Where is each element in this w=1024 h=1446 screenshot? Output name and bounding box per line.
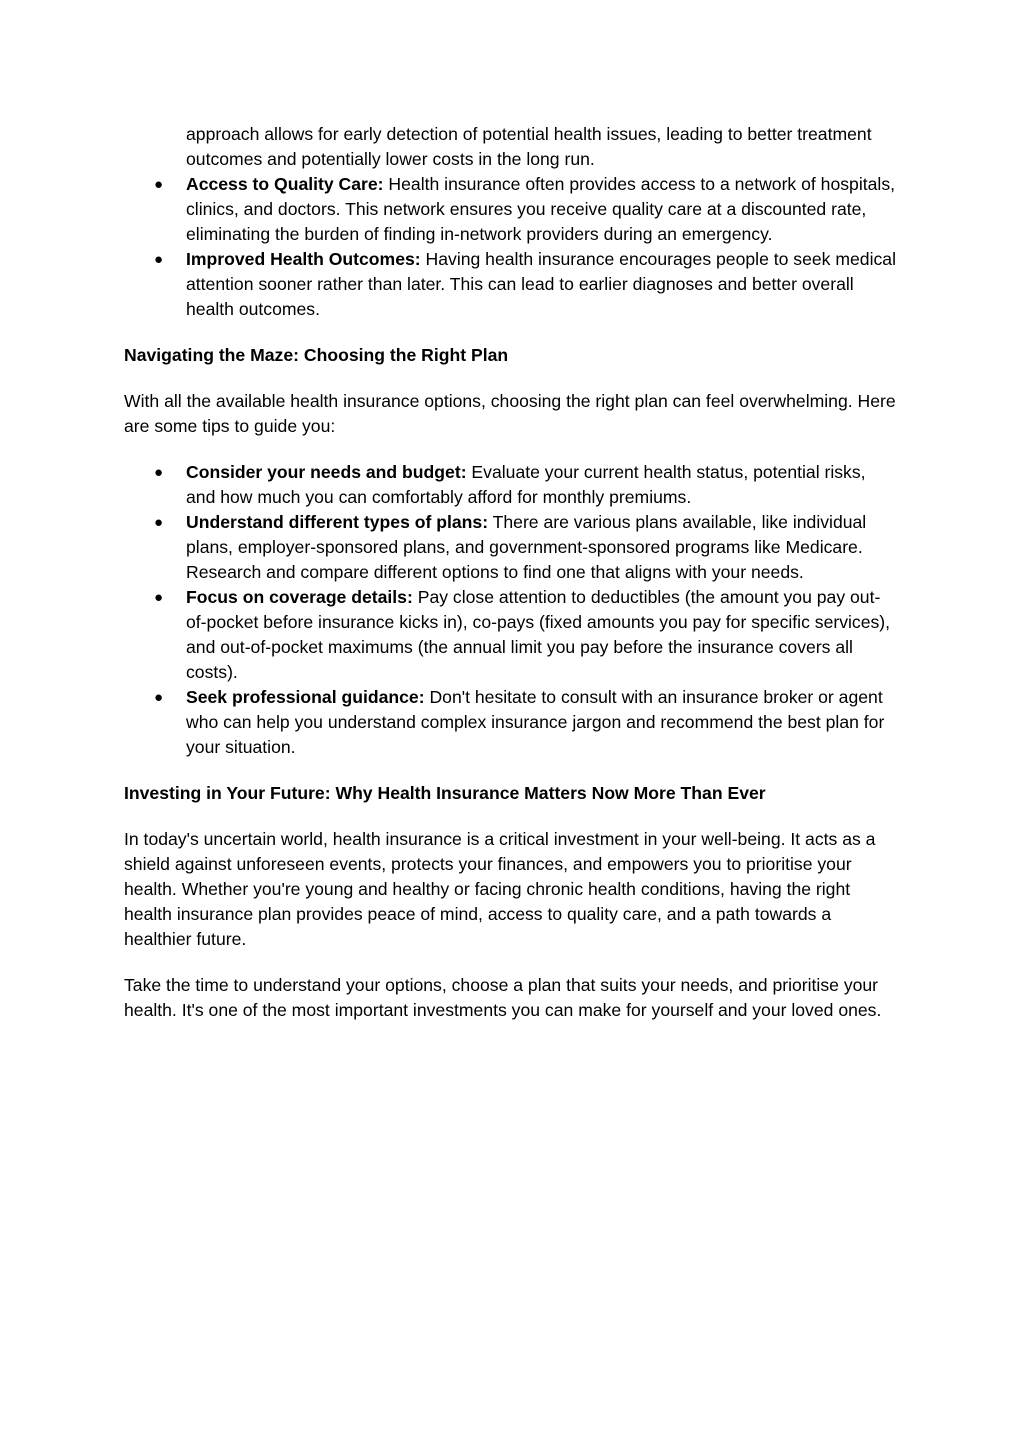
list-item <box>124 685 899 760</box>
list-item-text: Having health insurance encourages people to seek medical attention sooner rather than later. This can lead to earlier diagnoses and better overall health outcomes. <box>186 249 896 319</box>
list-item <box>124 460 899 510</box>
list-item-term: Improved Health Outcomes: <box>186 249 421 269</box>
list-item-term: Focus on coverage details: <box>186 587 413 607</box>
list-item-term: Seek professional guidance: <box>186 687 425 707</box>
section-heading-investing: Investing in Your Future: Why Health Insurance Matters Now More Than Ever <box>124 783 766 803</box>
bullet-icon: ● <box>154 589 164 606</box>
bullet-icon: ● <box>154 689 164 706</box>
list-item <box>124 247 899 322</box>
list-item-text: There are various plans available, like individual plans, employer-sponsored plans, and government-sponsored programs like Medicare. Research and compare different options to find one that aligns with your needs. <box>186 512 867 582</box>
list-item-text: Health insurance often provides access to a network of hospitals, clinics, and doctors. This network ensures you receive quality care at a discounted rate, eliminating the burden of finding in-network providers during an emergency. <box>186 174 896 244</box>
bullet-icon: ● <box>154 176 164 193</box>
bullet-icon: ● <box>154 514 164 531</box>
list-item-text: Pay close attention to deductibles (the amount you pay out-of-pocket before insurance kicks in), co-pays (fixed amounts you pay for specific services), and out-of-pocket maximums (the annual limit you pay before the insurance covers all costs). <box>186 587 891 682</box>
benefits-list <box>124 172 899 322</box>
continuation-text: approach allows for early detection of potential health issues, leading to better treatment outcomes and potentially lower costs in the long run. <box>186 124 872 169</box>
list-item <box>124 510 899 585</box>
section-heading-choosing: Navigating the Maze: Choosing the Right Plan <box>124 345 509 365</box>
list-item-term: Understand different types of plans: <box>186 512 489 532</box>
bullet-icon: ● <box>154 251 164 268</box>
list-item-text: Don't hesitate to consult with an insurance broker or agent who can help you understand complex insurance jargon and recommend the best plan for your situation. <box>186 687 885 757</box>
list-item <box>124 172 899 247</box>
tips-list <box>124 460 899 760</box>
document-page <box>124 122 899 1044</box>
list-item <box>124 585 899 685</box>
list-item-text: Evaluate your current health status, potential risks, and how much you can comfortably afford for monthly premiums. <box>186 462 866 507</box>
bullet-icon: ● <box>154 464 164 481</box>
investing-paragraph-1: In today's uncertain world, health insurance is a critical investment in your well-being. It acts as a shield against unforeseen events, protects your finances, and empowers you to prioritise your health. Whether you're young and healthy or facing chronic health conditions, having the right health insurance plan provides peace of mind, access to quality care, and a path towards a healthier future. <box>124 829 876 949</box>
choosing-intro-paragraph: With all the available health insurance options, choosing the right plan can feel overwhelming. Here are some tips to guide you: <box>124 391 896 436</box>
investing-paragraph-2: Take the time to understand your options, choose a plan that suits your needs, and prioritise your health. It's one of the most important investments you can make for yourself and your loved ones. <box>124 975 882 1020</box>
list-item-term: Consider your needs and budget: <box>186 462 467 482</box>
list-item-term: Access to Quality Care: <box>186 174 384 194</box>
